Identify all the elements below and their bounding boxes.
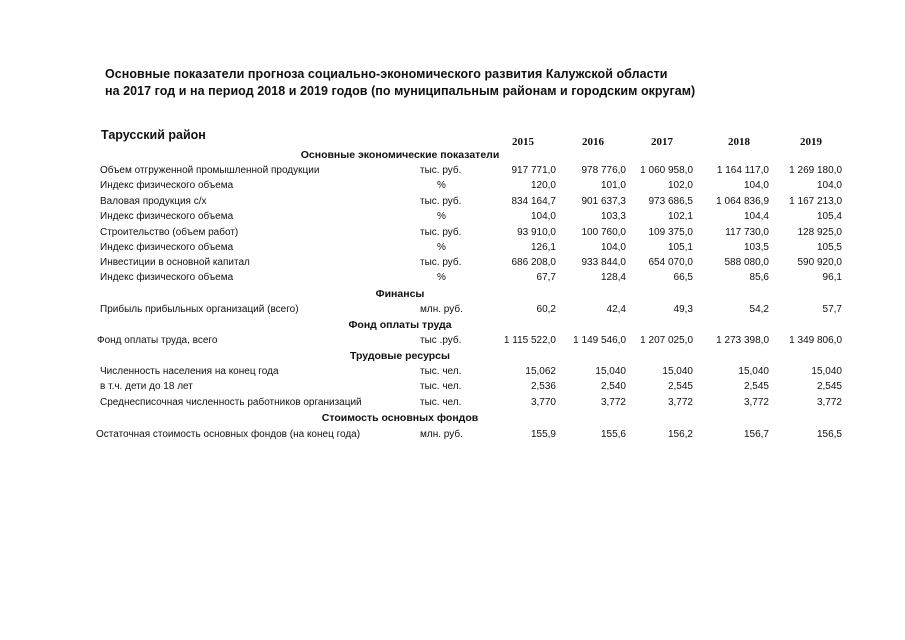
cell-2016: 155,6 — [600, 429, 626, 440]
row-unit: тыс. чел. — [420, 397, 462, 408]
row-unit: тыс .руб. — [420, 335, 462, 346]
cell-2019: 1 349 806,0 — [789, 335, 842, 346]
table-row — [0, 271, 905, 285]
district-heading: Тарусский район — [101, 128, 206, 142]
table-row — [0, 241, 905, 255]
cell-2018: 1 273 398,0 — [716, 335, 769, 346]
cell-2017: 654 070,0 — [648, 257, 693, 268]
table-row — [0, 195, 905, 209]
table-row — [0, 256, 905, 270]
cell-2016: 103,3 — [600, 211, 626, 222]
row-unit: тыс. руб. — [420, 227, 462, 238]
cell-2019: 57,7 — [822, 304, 842, 315]
row-unit: тыс. руб. — [420, 257, 462, 268]
cell-2018: 54,2 — [749, 304, 769, 315]
row-label: Индекс физического объема — [100, 272, 234, 283]
cell-2016: 128,4 — [600, 272, 626, 283]
cell-2016: 3,772 — [600, 397, 626, 408]
row-unit: тыс. чел. — [420, 381, 462, 392]
cell-2018: 588 080,0 — [724, 257, 769, 268]
cell-2015: 104,0 — [530, 211, 556, 222]
cell-2018: 104,4 — [743, 211, 769, 222]
cell-2016: 978 776,0 — [581, 165, 626, 176]
document-title — [105, 66, 865, 100]
cell-2017: 66,5 — [673, 272, 693, 283]
table-row — [0, 303, 905, 317]
row-unit: % — [437, 242, 446, 253]
row-unit: тыс. руб. — [420, 196, 462, 207]
cell-2017: 1 060 958,0 — [640, 165, 693, 176]
year-header-2019: 2019 — [800, 136, 822, 148]
cell-2015: 126,1 — [530, 242, 556, 253]
row-unit: тыс. руб. — [420, 165, 462, 176]
table-row — [0, 226, 905, 240]
cell-2015: 120,0 — [530, 180, 556, 191]
cell-2017: 49,3 — [673, 304, 693, 315]
cell-2016: 933 844,0 — [581, 257, 626, 268]
cell-2016: 104,0 — [600, 242, 626, 253]
cell-2016: 2,540 — [600, 381, 626, 392]
cell-2017: 1 207 025,0 — [640, 335, 693, 346]
row-label: в т.ч. дети до 18 лет — [100, 381, 193, 392]
cell-2015: 60,2 — [536, 304, 556, 315]
row-unit: % — [437, 211, 446, 222]
row-label: Индекс физического объема — [100, 242, 234, 253]
cell-2017: 109 375,0 — [648, 227, 693, 238]
cell-2019: 156,5 — [816, 429, 842, 440]
cell-2017: 105,1 — [667, 242, 693, 253]
cell-2019: 590 920,0 — [797, 257, 842, 268]
cell-2018: 103,5 — [743, 242, 769, 253]
cell-2017: 156,2 — [667, 429, 693, 440]
cell-2019: 105,4 — [816, 211, 842, 222]
cell-2015: 686 208,0 — [511, 257, 556, 268]
table-row — [0, 164, 905, 178]
section-labor: Трудовые ресурсы — [349, 350, 450, 362]
cell-2018: 3,772 — [743, 397, 769, 408]
table-row — [0, 210, 905, 224]
cell-2016: 15,040 — [595, 366, 626, 377]
cell-2019: 96,1 — [822, 272, 842, 283]
section-economic: Основные экономические показатели — [300, 149, 500, 161]
cell-2015: 2,536 — [530, 381, 556, 392]
cell-2015: 155,9 — [530, 429, 556, 440]
cell-2015: 834 164,7 — [511, 196, 556, 207]
cell-2017: 102,1 — [667, 211, 693, 222]
cell-2019: 105,5 — [816, 242, 842, 253]
title-line-2: на 2017 год и на период 2018 и 2019 годов (по муниципальным районам и городским округам) — [105, 84, 696, 98]
cell-2018: 117 730,0 — [725, 227, 769, 238]
cell-2017: 3,772 — [667, 397, 693, 408]
cell-2017: 973 686,5 — [648, 196, 693, 207]
cell-2016: 901 637,3 — [581, 196, 626, 207]
section-payroll: Фонд оплаты труда — [348, 319, 452, 331]
cell-2019: 104,0 — [816, 180, 842, 191]
cell-2017: 2,545 — [667, 381, 693, 392]
row-label: Индекс физического объема — [100, 211, 234, 222]
row-label: Строительство (объем работ) — [100, 227, 239, 238]
row-label: Численность населения на конец года — [100, 366, 279, 377]
cell-2018: 1 164 117,0 — [716, 165, 769, 176]
table-row — [0, 428, 905, 442]
cell-2019: 3,772 — [816, 397, 842, 408]
table-row — [0, 380, 905, 394]
cell-2018: 156,7 — [743, 429, 769, 440]
cell-2019: 128 925,0 — [797, 227, 842, 238]
cell-2015: 917 771,0 — [511, 165, 556, 176]
row-label: Среднесписочная численность работников организаций — [100, 397, 362, 408]
row-unit: млн. руб. — [420, 304, 463, 315]
row-unit: тыс. чел. — [420, 366, 462, 377]
table-row — [0, 365, 905, 379]
row-unit: % — [437, 180, 446, 191]
cell-2015: 93 910,0 — [517, 227, 556, 238]
year-header-2017: 2017 — [651, 136, 673, 148]
cell-2015: 67,7 — [536, 272, 556, 283]
title-line-1: Основные показатели прогноза социально-экономического развития Калужской области — [105, 67, 668, 81]
cell-2018: 85,6 — [749, 272, 769, 283]
table-row — [0, 334, 905, 348]
cell-2017: 15,040 — [662, 366, 693, 377]
cell-2016: 101,0 — [600, 180, 626, 191]
cell-2017: 102,0 — [667, 180, 693, 191]
row-label: Прибыль прибыльных организаций (всего) — [100, 304, 299, 315]
cell-2018: 104,0 — [743, 180, 769, 191]
year-header-2016: 2016 — [582, 136, 604, 148]
table-row — [0, 396, 905, 410]
section-finance: Финансы — [375, 288, 425, 300]
cell-2019: 15,040 — [811, 366, 842, 377]
section-assets: Стоимость основных фондов — [321, 412, 479, 424]
row-label: Валовая продукция с/х — [100, 196, 207, 207]
cell-2015: 3,770 — [530, 397, 556, 408]
cell-2015: 15,062 — [525, 366, 556, 377]
cell-2018: 15,040 — [738, 366, 769, 377]
year-header-2015: 2015 — [512, 136, 534, 148]
cell-2018: 1 064 836,9 — [716, 196, 769, 207]
year-header-2018: 2018 — [728, 136, 750, 148]
row-unit: млн. руб. — [420, 429, 463, 440]
row-label: Инвестиции в основной капитал — [100, 257, 250, 268]
cell-2016: 100 760,0 — [581, 227, 626, 238]
table-row — [0, 179, 905, 193]
cell-2016: 1 149 546,0 — [573, 335, 626, 346]
row-label: Индекс физического объема — [100, 180, 234, 191]
cell-2019: 2,545 — [816, 381, 842, 392]
row-label: Объем отгруженной промышленной продукции — [100, 165, 320, 176]
row-label: Фонд оплаты труда, всего — [97, 335, 218, 346]
cell-2016: 42,4 — [606, 304, 626, 315]
cell-2019: 1 167 213,0 — [789, 196, 842, 207]
cell-2018: 2,545 — [743, 381, 769, 392]
row-unit: % — [437, 272, 446, 283]
cell-2015: 1 115 522,0 — [503, 335, 556, 346]
cell-2019: 1 269 180,0 — [789, 165, 842, 176]
row-label: Остаточная стоимость основных фондов (на конец года) — [96, 429, 361, 440]
